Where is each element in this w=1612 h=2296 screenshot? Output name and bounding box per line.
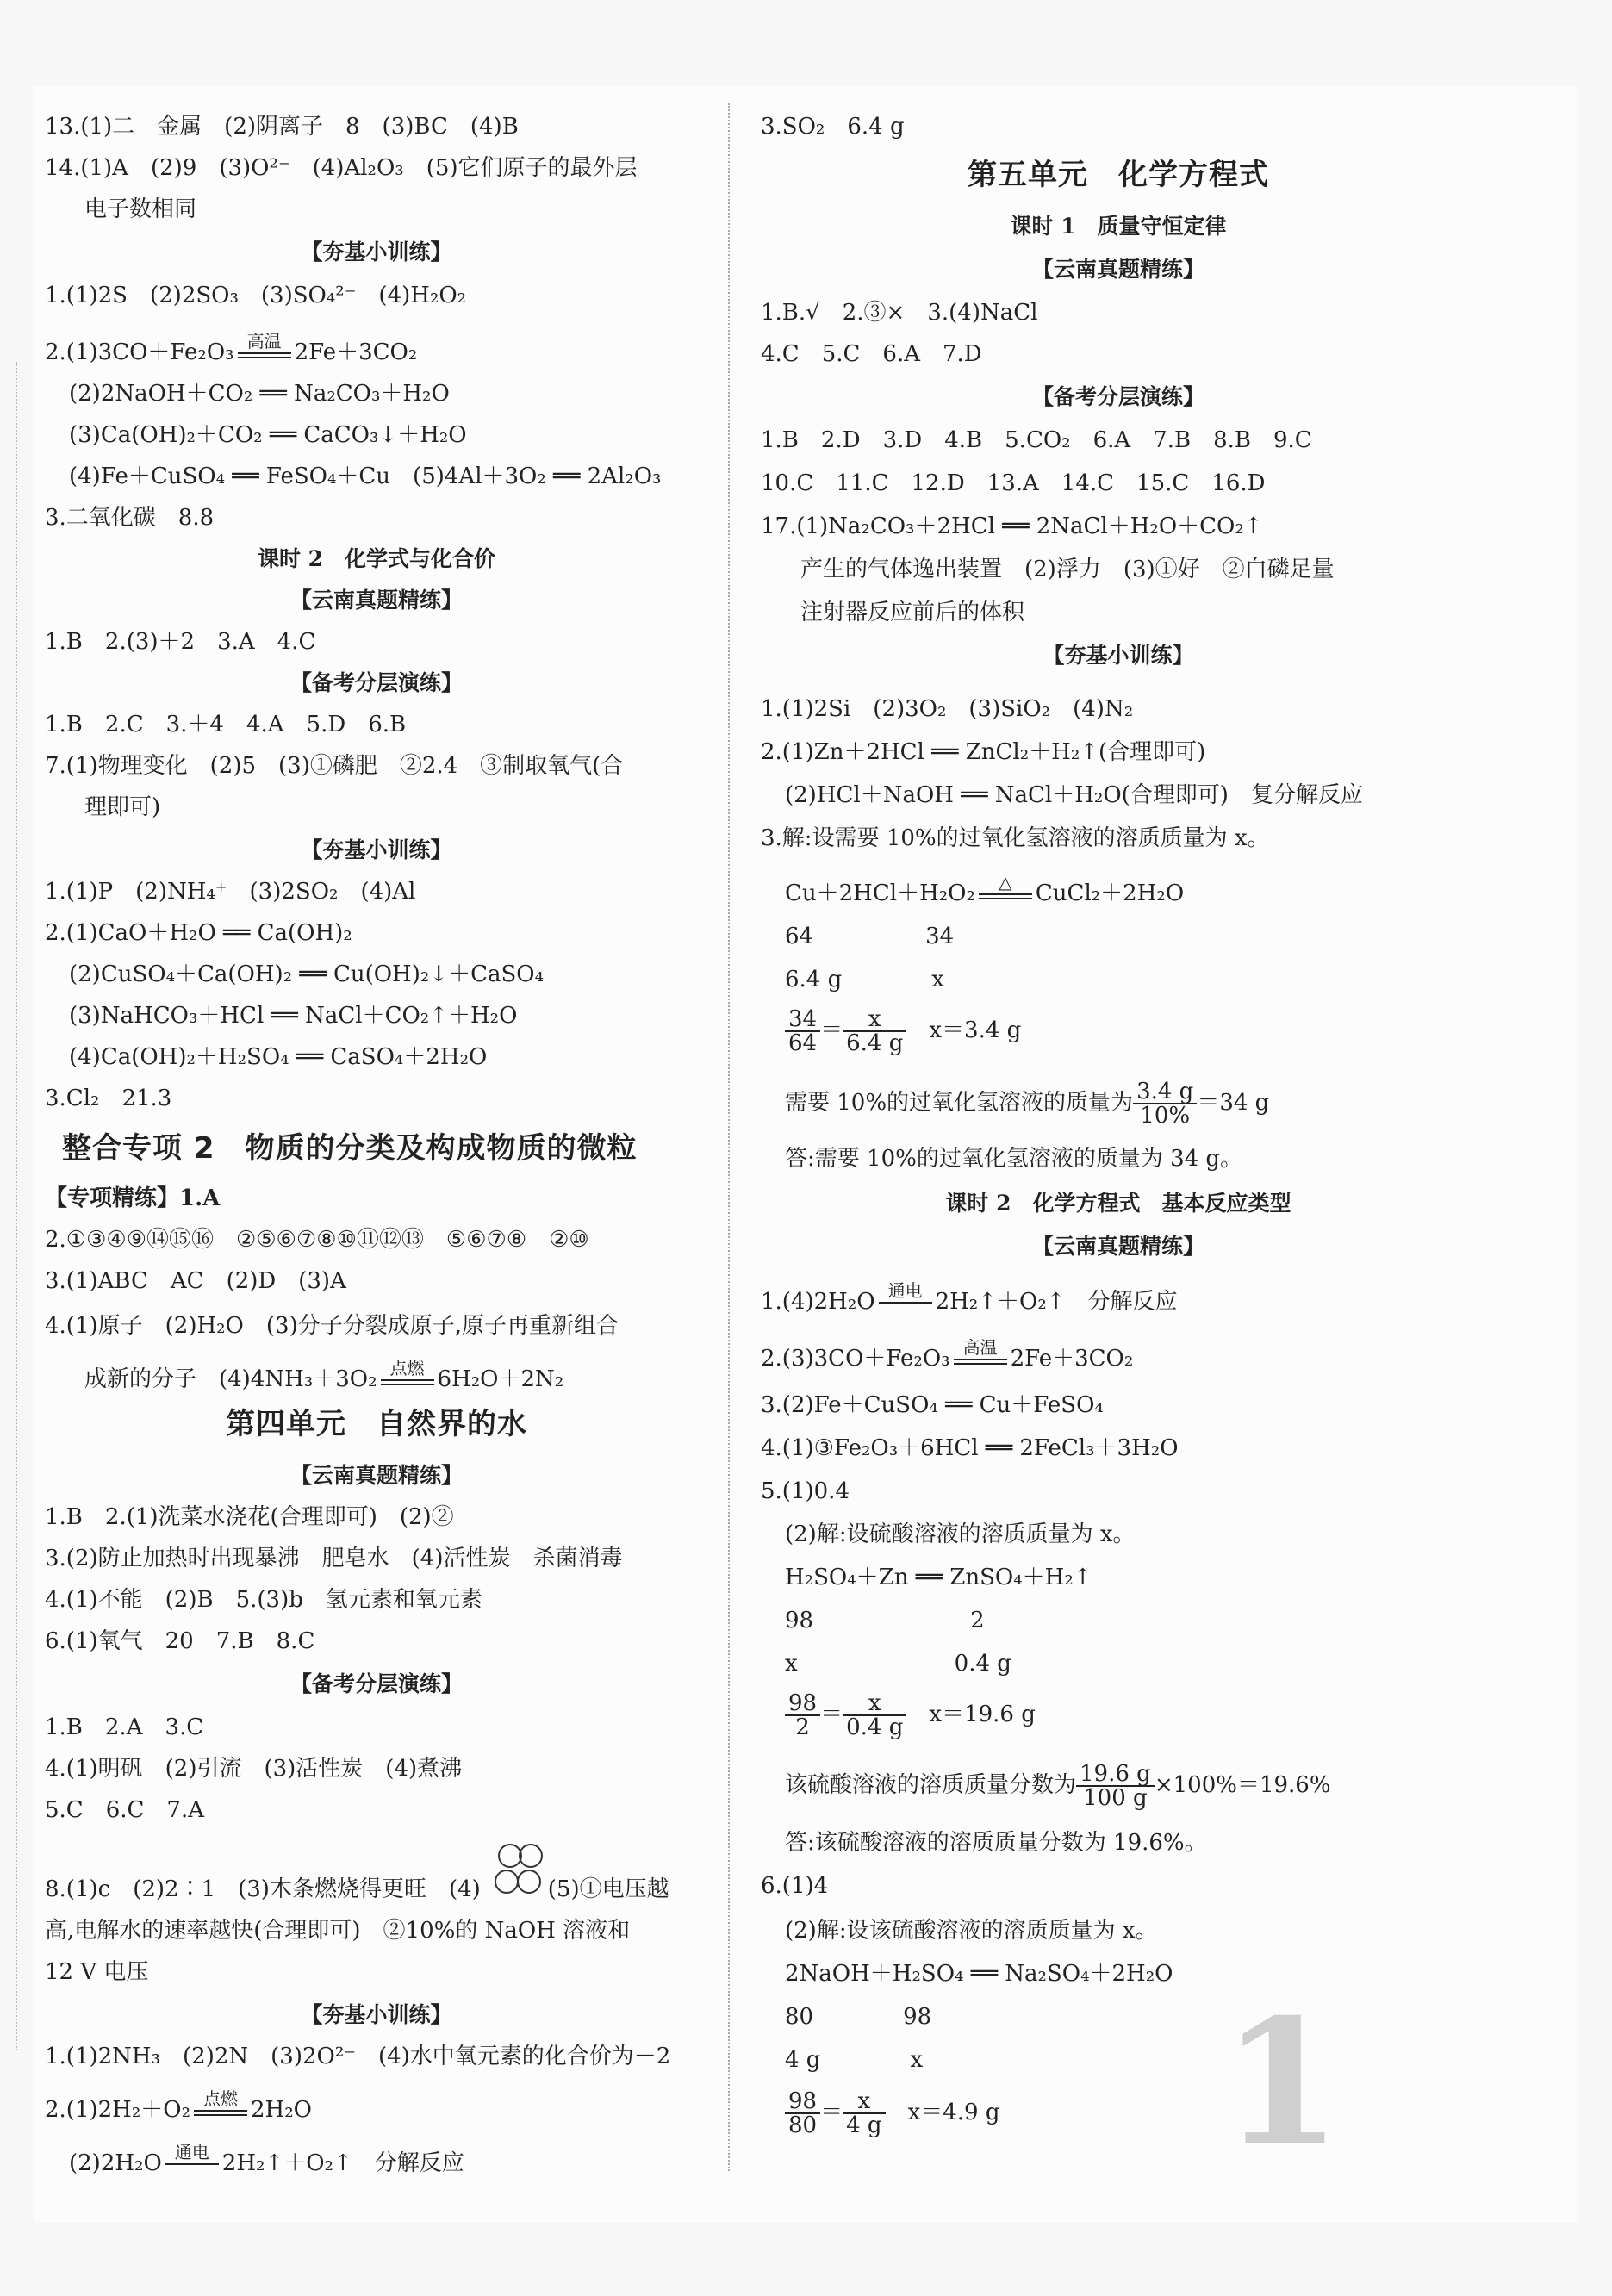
section-heading: 【备考分层演练】 bbox=[289, 670, 463, 695]
unit-title: 第四单元 自然界的水 bbox=[226, 1407, 527, 1441]
answer-line: 该硫酸溶液的溶质质量分数为 $\frac{19.6 g}{100 g}$ ×100%＝19.6% bbox=[785, 1761, 1331, 1811]
reaction-condition: 通电 bbox=[875, 1288, 936, 1317]
answer-line: 理即可) bbox=[84, 794, 161, 820]
answer-line: 10.C 11.C 12.D 13.A 14.C 15.C 16.D bbox=[761, 470, 1266, 496]
answer-line: 高,电解水的速率越快(合理即可) ②10%的 NaOH 溶液和 bbox=[45, 1918, 631, 1944]
fraction: $\frac{98}{80}$ bbox=[785, 2090, 820, 2137]
equation-line: 2NaOH＋H₂SO₄ ══ Na₂SO₄＋2H₂O bbox=[785, 1961, 1173, 1987]
equation-line: (2)HCl＋NaOH ══ NaCl＋H₂O(合理即可) 复分解反应 bbox=[785, 782, 1363, 808]
equation-line: 2.(1)3CO＋Fe₂O₃ 高温 2Fe＋3CO₂ bbox=[45, 338, 417, 368]
answer-line: 7.(1)物理变化 (2)5 (3)①磷肥 ②2.4 ③制取氧气(合 bbox=[45, 753, 624, 779]
equation-line: (2)2NaOH＋CO₂ ══ Na₂CO₃＋H₂O bbox=[69, 381, 450, 407]
answer-line: 1.B 2.D 3.D 4.B 5.CO₂ 6.A 7.B 8.B 9.C bbox=[761, 427, 1312, 453]
reaction-condition: 高温 bbox=[234, 339, 295, 368]
calc-line: 6.4 g x bbox=[785, 967, 944, 992]
answer-line: (2)解:设硫酸溶液的溶质质量为 x。 bbox=[785, 1521, 1136, 1547]
equation-line: 3.(2)Fe＋CuSO₄ ══ Cu＋FeSO₄ bbox=[761, 1392, 1104, 1418]
fraction: $\frac{x}{6.4 g}$ bbox=[843, 1008, 906, 1055]
equation-line: (3)Ca(OH)₂＋CO₂ ══ CaCO₃↓＋H₂O bbox=[69, 422, 467, 448]
answer-line: 4.C 5.C 6.A 7.D bbox=[761, 341, 982, 367]
answer-line: 需要 10%的过氧化氢溶液的质量为 $\frac{3.4 g}{10\%}$ ＝34 g bbox=[785, 1079, 1270, 1129]
answer-line: 答:该硫酸溶液的溶质质量分数为 19.6%。 bbox=[785, 1830, 1207, 1856]
fraction: $\frac{x}{0.4 g}$ bbox=[843, 1692, 906, 1739]
equation-line: (3)NaHCO₃＋HCl ══ NaCl＋CO₂↑＋H₂O bbox=[69, 1003, 518, 1029]
proportion-line: $\frac{34}{64}$ ＝ $\frac{x}{6.4 g}$ x＝3.4 g bbox=[785, 1008, 1021, 1055]
answer-line: 1.(1)2NH₃ (2)2N (3)2O²⁻ (4)水中氧元素的化合价为－2 bbox=[45, 2044, 671, 2069]
answer-line: 3.SO₂ 6.4 g bbox=[761, 114, 905, 140]
answer-line: 产生的气体逸出装置 (2)浮力 (3)①好 ②白磷足量 bbox=[800, 557, 1335, 582]
fraction: $\frac{x}{4 g}$ bbox=[843, 2090, 885, 2137]
equation-line: (2)CuSO₄＋Ca(OH)₂ ══ Cu(OH)₂↓＋CaSO₄ bbox=[69, 961, 545, 987]
answer-line: 1.B.√ 2.③× 3.(4)NaCl bbox=[761, 300, 1038, 326]
column-divider bbox=[728, 103, 730, 2171]
lesson-heading: 课时 2 化学式与化合价 bbox=[257, 546, 496, 571]
calc-line: 98 2 bbox=[785, 1608, 985, 1633]
lesson-heading: 课时 2 化学方程式 基本反应类型 bbox=[945, 1191, 1291, 1216]
answer-line: 1.B 2.(1)洗菜水浇花(合理即可) (2)② bbox=[45, 1504, 454, 1530]
answer-line: 8.(1)c (2)2∶1 (3)木条燃烧得更旺 (4) (5)①电压越 bbox=[45, 1876, 669, 1902]
answer-line: 4.(1)原子 (2)H₂O (3)分子分裂成原子,原子再重新组合 bbox=[45, 1313, 619, 1339]
page-number: 1 bbox=[1222, 1982, 1342, 2184]
fraction: $\frac{3.4 g}{10\%}$ bbox=[1133, 1080, 1197, 1127]
section-heading: 【夯基小训练】 bbox=[1043, 643, 1194, 668]
lesson-heading: 课时 1 质量守恒定律 bbox=[1010, 214, 1227, 239]
answer-line: 4.(1)不能 (2)B 5.(3)b 氢元素和氧元素 bbox=[45, 1587, 482, 1613]
proportion-line: $\frac{98}{80}$ ＝ $\frac{x}{4 g}$ x＝4.9 g bbox=[785, 2090, 1000, 2137]
answer-line: 1.B 2.C 3.＋4 4.A 5.D 6.B bbox=[45, 712, 407, 737]
reaction-condition: 通电 bbox=[162, 2150, 222, 2179]
equation-line: H₂SO₄＋Zn ══ ZnSO₄＋H₂↑ bbox=[785, 1565, 1092, 1590]
reaction-condition: 高温 bbox=[950, 1345, 1011, 1374]
answer-line: 3.解:设需要 10%的过氧化氢溶液的溶质质量为 x。 bbox=[761, 825, 1270, 851]
equation-line: 4.(1)③Fe₂O₃＋6HCl ══ 2FeCl₃＋3H₂O bbox=[761, 1435, 1179, 1461]
answer-line: 13.(1)二 金属 (2)阴离子 8 (3)BC (4)B bbox=[45, 114, 519, 140]
section-heading: 【备考分层演练】 bbox=[1031, 384, 1204, 409]
calc-line: x 0.4 g bbox=[785, 1651, 1011, 1677]
answer-line: 4.(1)明矾 (2)引流 (3)活性炭 (4)煮沸 bbox=[45, 1756, 463, 1782]
equation-line: 2.(1)Zn＋2HCl ══ ZnCl₂＋H₂↑(合理即可) bbox=[761, 739, 1206, 765]
answer-line: 3.Cl₂ 21.3 bbox=[45, 1086, 172, 1111]
section-heading: 【夯基小训练】 bbox=[301, 837, 452, 862]
section-heading: 【夯基小训练】 bbox=[301, 240, 452, 264]
answer-line: 6.(1)4 bbox=[761, 1873, 829, 1899]
calc-line: 64 34 bbox=[785, 924, 955, 949]
unit-title: 第五单元 化学方程式 bbox=[968, 158, 1269, 192]
answer-line: 2.①③④⑨⑭⑮⑯ ②⑤⑥⑦⑧⑩⑪⑫⑬ ⑤⑥⑦⑧ ②⑩ bbox=[45, 1227, 589, 1253]
section-heading: 【云南真题精练】 bbox=[1031, 1234, 1204, 1259]
equation-line: 成新的分子 (4)4NH₃＋3O₂ 点燃 6H₂O＋2N₂ bbox=[84, 1365, 563, 1395]
reaction-condition: 点燃 bbox=[190, 2096, 251, 2125]
answer-line: 电子数相同 bbox=[84, 196, 197, 222]
answer-line: 3.(1)ABC AC (2)D (3)A bbox=[45, 1268, 346, 1294]
fraction: $\frac{19.6 g}{100 g}$ bbox=[1076, 1763, 1155, 1809]
equation-line: (2)2H₂O 通电 2H₂↑＋O₂↑ 分解反应 bbox=[69, 2149, 464, 2179]
answer-line: 1.(1)2Si (2)3O₂ (3)SiO₂ (4)N₂ bbox=[761, 696, 1134, 722]
answer-line: 【专项精练】1.A bbox=[45, 1185, 221, 1211]
special-topic-title: 整合专项 2 物质的分类及构成物质的微粒 bbox=[62, 1131, 638, 1166]
answer-line: 5.(1)0.4 bbox=[761, 1478, 850, 1504]
answer-line: 12 V 电压 bbox=[45, 1959, 149, 1985]
section-heading: 【云南真题精练】 bbox=[289, 1463, 463, 1488]
section-heading: 【备考分层演练】 bbox=[289, 1671, 463, 1696]
answer-line: 3.(2)防止加热时出现暴沸 肥皂水 (4)活性炭 杀菌消毒 bbox=[45, 1546, 623, 1571]
answer-line: 6.(1)氧气 20 7.B 8.C bbox=[45, 1628, 315, 1654]
answer-line: 3.二氧化碳 8.8 bbox=[45, 505, 215, 531]
section-heading: 【云南真题精练】 bbox=[289, 588, 463, 613]
fraction: $\frac{34}{64}$ bbox=[785, 1008, 820, 1055]
answer-line: 注射器反应前后的体积 bbox=[800, 600, 1025, 625]
answer-line: 1.B 2.(3)＋2 3.A 4.C bbox=[45, 629, 316, 655]
equation-line: 1.(4)2H₂O 通电 2H₂↑＋O₂↑ 分解反应 bbox=[761, 1287, 1178, 1317]
answer-line: 14.(1)A (2)9 (3)O²⁻ (4)Al₂O₃ (5)它们原子的最外层 bbox=[45, 155, 638, 181]
answer-line: 5.C 6.C 7.A bbox=[45, 1797, 204, 1823]
calc-line: 4 g x bbox=[785, 2047, 924, 2073]
answer-line: (2)解:设该硫酸溶液的溶质质量为 x。 bbox=[785, 1918, 1158, 1944]
calc-line: 80 98 bbox=[785, 2004, 932, 2030]
answer-line: 1.B 2.A 3.C bbox=[45, 1714, 204, 1740]
equation-line: 2.(3)3CO＋Fe₂O₃ 高温 2Fe＋3CO₂ bbox=[761, 1344, 1133, 1374]
equation-line: 2.(1)2H₂＋O₂ 点燃 2H₂O bbox=[45, 2095, 312, 2125]
fraction: $\frac{98}{2}$ bbox=[785, 1692, 820, 1739]
proportion-line: $\frac{98}{2}$ ＝ $\frac{x}{0.4 g}$ x＝19.6 g bbox=[785, 1692, 1036, 1739]
reaction-condition: 点燃 bbox=[377, 1366, 438, 1395]
answer-line: 答:需要 10%的过氧化氢溶液的质量为 34 g。 bbox=[785, 1146, 1243, 1172]
section-heading: 【云南真题精练】 bbox=[1031, 257, 1204, 282]
binding-margin-line bbox=[16, 362, 17, 2050]
equation-line: 2.(1)CaO＋H₂O ══ Ca(OH)₂ bbox=[45, 920, 352, 946]
equation-line: (4)Fe＋CuSO₄ ══ FeSO₄＋Cu (5)4Al＋3O₂ ══ 2Al₂O₃ bbox=[69, 464, 662, 489]
equation-line: 17.(1)Na₂CO₃＋2HCl ══ 2NaCl＋H₂O＋CO₂↑ bbox=[761, 513, 1263, 539]
section-heading: 【夯基小训练】 bbox=[301, 2002, 452, 2027]
answer-line: 1.(1)P (2)NH₄⁺ (3)2SO₂ (4)Al bbox=[45, 879, 416, 905]
equation-line: (4)Ca(OH)₂＋H₂SO₄ ══ CaSO₄＋2H₂O bbox=[69, 1044, 488, 1070]
reaction-condition: △ bbox=[975, 880, 1036, 909]
equation-line: Cu＋2HCl＋H₂O₂ △ CuCl₂＋2H₂O bbox=[785, 879, 1184, 909]
answer-line: 1.(1)2S (2)2SO₃ (3)SO₄²⁻ (4)H₂O₂ bbox=[45, 283, 467, 308]
